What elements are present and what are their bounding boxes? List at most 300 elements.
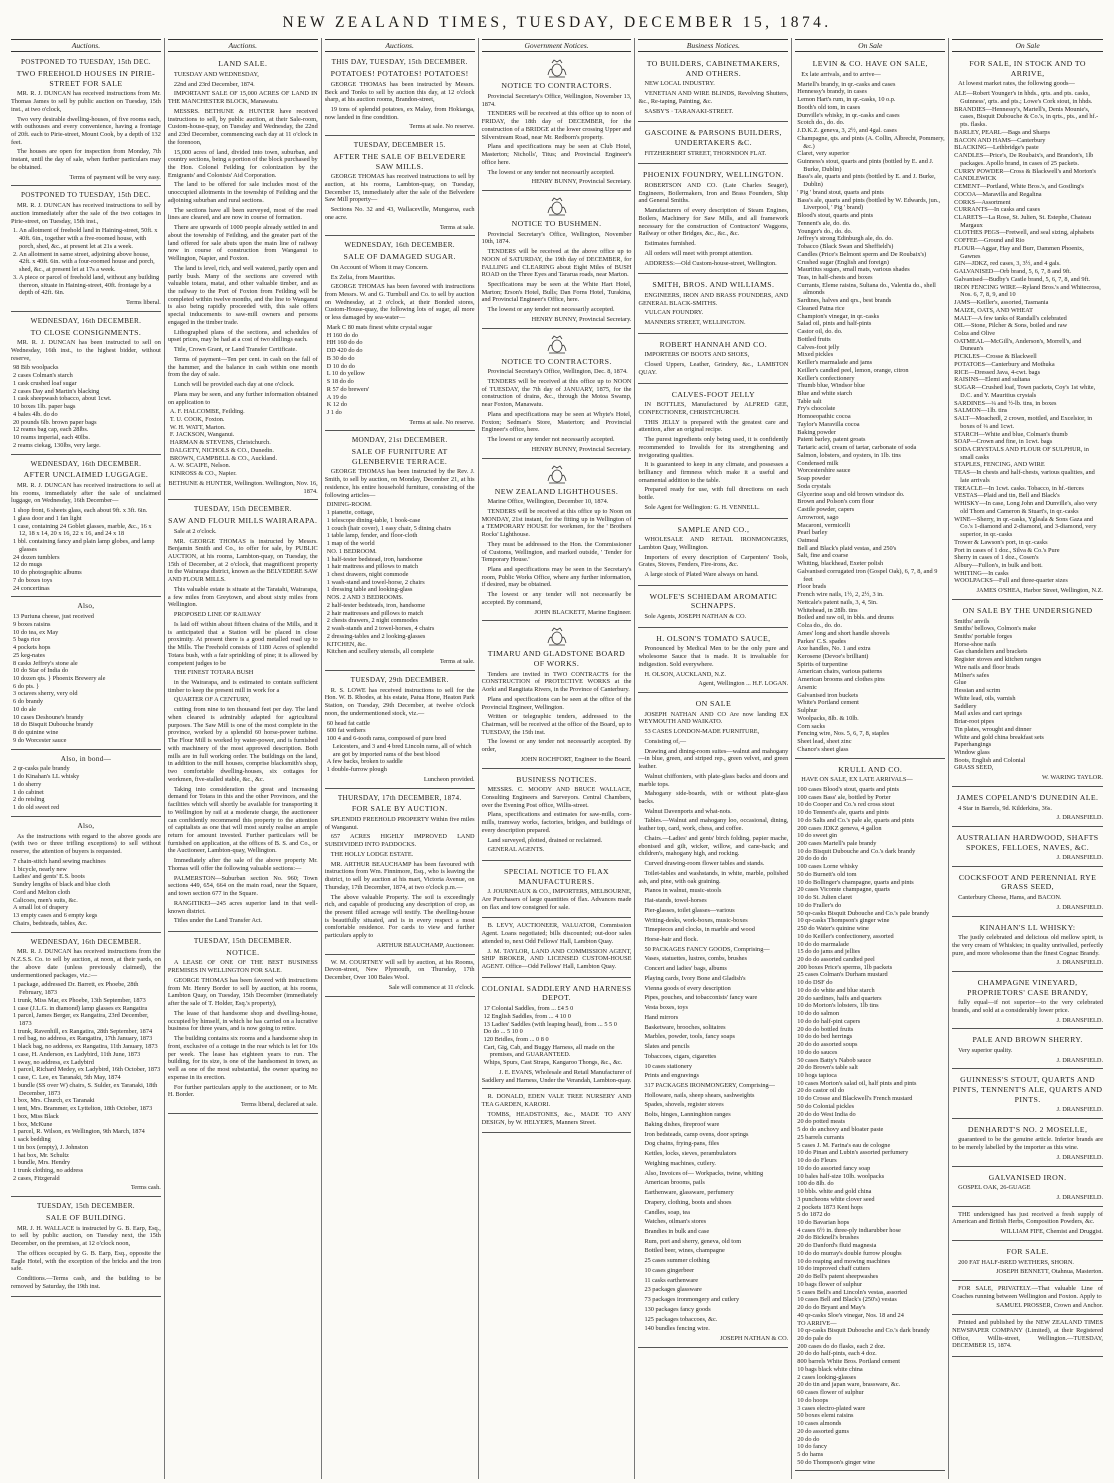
advertisement: [325, 138, 475, 236]
ad-paragraph: MESSRS. C. MOODY AND BRUCE WALLACE, Consulting Engineers and Surveyors. Central Chambers, over the Evening Post office, Willis-street.: [481, 786, 632, 809]
ad-list-item: 1 case, C. Lee, ex Taranaki, 5th May, 1874: [13, 1074, 121, 1082]
ad-list-item: SOAP—Crown and fine, in 1cwt. bags: [954, 438, 1053, 446]
ad-list-item: 20 do do bottled fruits: [797, 1025, 854, 1033]
ad-list-item: SUGAR—Crushed loaf, Town packets, Coy's 1st white, D.C. and Y. Mauritius crystals: [954, 384, 1096, 399]
ad-list-item: Whitehead, in 28lb. tins: [797, 606, 858, 614]
ad-list-item: 10 do Crosse and Blackwell's French mustard: [797, 1095, 913, 1103]
ad-paragraph: PALMERSTON—Suburban section No. 960; Town sections 449, 654, 664 on the main road, near the Square, and town section 677 in the Square.: [167, 874, 318, 898]
ad-date: Also, in bond—: [60, 754, 112, 763]
ad-list-item: ALE—Robert Younger's in hhds., qrts. and pts. casks, Guinness', qrts. and pts.; Lowe's Cork stout, in hhds.: [954, 90, 1093, 105]
ad-list-item: 1 pianette, cottage,: [326, 509, 375, 517]
ad-list-item: GALVANISED—Orb brand, 5, 6, 7, 8 and 9ft.: [954, 268, 1072, 276]
ad-signature: Terms liberal.: [125, 299, 161, 307]
ad-list-item: 1 glass door and 1 fan light: [13, 514, 82, 522]
ad-list-item: Smiths' anvils: [954, 617, 990, 625]
ad-title: TO CLOSE CONSIGNMENTS.: [30, 327, 142, 337]
ad-paragraph: JOSEPH NATHAN AND CO Are now landing EX WEYMOUTH AND WAIKATO.: [638, 710, 789, 726]
ad-paragraph: Watches, oilman's stores: [644, 1218, 707, 1226]
ad-list-item: BACON AND HAMS—Canterbury: [954, 136, 1046, 144]
ad-paragraph: As the instructions with regard to the above goods are (with two or three trifling exceptions) to sell without reserve, the attention of buyers is requested.: [11, 832, 161, 856]
ad-list-item: 2 cases Colman's starch: [13, 372, 73, 380]
ad-title: ON SALE: [695, 699, 732, 709]
ad-signature: Terms liberal, declared at sale.: [240, 1100, 318, 1108]
ad-paragraph: ROBERTSON AND CO. (Late Charles Seager), Engineers, Boilermakers, Iron and Brass Founders, Ship and General Smiths.: [638, 181, 789, 205]
ad-list-item: Do do ... 5 10 0: [483, 1028, 523, 1036]
ad-list-item: 50 boxes elemi raisins: [797, 1412, 854, 1420]
ad-list-item: 1 red bag, no address, ex Rangatira, 17th January, 1873: [13, 1035, 153, 1043]
section-heading: On Sale: [795, 39, 945, 52]
ad-list-item: A small lot of drapery: [13, 904, 69, 912]
advertisement: [11, 752, 161, 817]
ad-paragraph: Pronounced by Medical Men to be the only pure and wholesome Sauce that is made. It is invaluable for indigestion. Sold everywhere.: [638, 645, 789, 668]
ad-list-item: 1 trunk, Miss Mar, ex Phoebe, 13th September, 1873: [13, 996, 146, 1004]
ad-paragraph: TENDERS will be received at the above office up to NOON of SATURDAY, the 19th day of DECEMBER, for FALLING and CLEARING about Eight Miles of BUSH ROAD on the Three Eyes and Tararua roads, near Marton.: [481, 248, 632, 279]
ad-list-item: CURRY POWDER—Cross & Blackwell's and Morton's: [954, 167, 1096, 175]
ad-list-item: 50 do Thompson's ginger wine: [797, 1458, 875, 1466]
ad-paragraph: The land is level, rich, and well watered, partly open and partly bush. Many of the sections are covered with valuable totara, matai, and other valuable timber, and as the railway to the Port of Foxton from Feilding will be completed within twelve months, and the line to Wanganui is also being rapidly proceeded with, this sale offers special inducements to saw-mill owners and persons engaged in the timber trade.: [167, 264, 318, 326]
ad-paragraph: 73 packages ironmongery and cutlery: [644, 1296, 740, 1304]
ad-paragraph: Earthenware, glassware, perfumery: [644, 1189, 734, 1197]
ad-paragraph: MR. R. J. DUNCAN has received instructions from the N.Z.S.S. Co. to sell by auction, at noon, at their yards, on the above date (unless previously claimed), the undermentioned packages, viz.:—: [11, 948, 161, 979]
ad-signature: J. DRANSFIELD.: [1056, 1194, 1104, 1201]
advertisement: [325, 55, 475, 136]
ad-list-item: TO ARRIVE—: [797, 1319, 837, 1327]
advertisement: [638, 386, 788, 519]
ad-paragraph: Sole Agent for Wellington: G. H. VENNELL.: [644, 503, 760, 511]
ad-list-item: Blood's stout, quarts and pints: [797, 212, 874, 220]
ad-paragraph: 10 cases stationery: [644, 1062, 692, 1070]
ad-signature: J. DRANSFIELD.: [1056, 1106, 1104, 1114]
ad-title: SAMPLE AND CO.,: [677, 524, 750, 534]
ad-list-item: 1 black bag, no address, ex Rangatira, 11th January, 1873: [13, 1043, 158, 1051]
ad-list-item: Boiled and raw oil, in bbls. and drums: [797, 614, 894, 622]
ad-list-item: 1 couch (hair cover), 1 easy chair, 5 dining chairs: [326, 524, 452, 532]
ad-signature: Terms at sale. No reserve.: [409, 123, 475, 131]
ad-list-item: 5 cases Bell's and Lincoln's vestas, assorted: [797, 1288, 908, 1296]
ad-title: KINAHAN'S LL WHISKY:: [979, 922, 1076, 932]
ad-paragraph: B. LEVY, AUCTIONEER, VALUATOR, Commission Agent. Loans negotiated; bills discounted; out-door sales attended to, next Odd Fellows' Hall, Lambton Quay.: [481, 922, 632, 945]
ad-paragraph: Dog chains, frying-pans, files: [644, 1140, 720, 1148]
ad-list-item: 2. An allotment in same street, adjoining above house, 42ft. x 40ft. 6in. with a four-roomed house and porch, shed, &c., at present let at 17s a week.: [13, 250, 155, 274]
ad-list-item: 10 do fancy: [797, 1443, 828, 1451]
ad-list-item: PICKLES—Crosse & Blackwell: [954, 353, 1037, 361]
ad-list-item: 10 cases Morton's salad oil, half pints and pints: [797, 1079, 917, 1087]
ad-list-item: 2 reams ciekag, 130lbs, very large.: [13, 441, 101, 449]
ad-list-item: Arsenic: [797, 683, 817, 691]
ad-list-item: White lead, oils, varnish: [954, 694, 1016, 702]
ad-signature: Agent, Wellington ... H.F. LOGAN.: [698, 680, 789, 688]
ad-list-item: A. F. HALCOMBE, Feilding.: [169, 408, 245, 416]
ad-list-item: Booth's old tom, in cases: [797, 103, 861, 111]
ad-title: CHAMPAGNE VINEYARD, PROPRIETORS' CASE BRANDY,: [967, 978, 1089, 997]
advertisement: [952, 919, 1103, 973]
ad-paragraph: Plans and specifications can be seen at the office of the Provincial Engineer, Wellington.: [481, 695, 632, 711]
ad-list-item: 200 cases JDKZ geneva, 4 gallon: [797, 824, 882, 832]
newspaper-page: [8, 38, 1106, 1479]
ad-list-item: SALMON—1lb. tins: [954, 407, 1008, 415]
ad-list-item: 1 parcel, R. Wilson, ex Wellington, 9th March, 1874: [13, 1128, 145, 1136]
ad-list-item: 20 do assorted gums: [797, 1427, 849, 1435]
ad-paragraph: TOMBS, HEADSTONES, &c., MADE TO ANY DESIGN, by W. HELYER'S, Manners Street.: [481, 1110, 632, 1126]
ad-paragraph: The lowest or any tender not necessarily accepted.: [487, 168, 615, 176]
ad-title: H. OLSON'S TOMATO SAUCE,: [656, 633, 771, 643]
ad-paragraph: Tobaccoes, cigars, cigarettes: [644, 1052, 717, 1060]
ad-list-item: 1 case (J.L.G. in diamond) lamp glasses ex Rangatira: [13, 1004, 148, 1012]
ad-list-item: Pearl barley: [797, 529, 828, 537]
ad-list-item: 10 do Morton's lobsters, 1lb tins: [797, 1002, 879, 1010]
ad-list-item: Fry's chocolate: [797, 405, 836, 413]
ad-list-item: 20 do Bicknell's brushes: [797, 1234, 859, 1242]
ad-paragraph: For further particulars apply to the auctioneer, or to Mr. H. Border.: [167, 1083, 318, 1099]
ad-list-item: A few backs, broken to saddle: [326, 758, 403, 766]
ad-list-item: WOOLPACKS—Full and three-quarter sizes: [954, 577, 1068, 585]
advertisement: [325, 433, 475, 670]
ad-paragraph: THE HOLLY LODGE ESTATE.: [330, 850, 414, 858]
ad-list-item: 1 box, Miss Black: [13, 1112, 59, 1120]
ad-list-item: 100 4 and 6-tooth rams, composed of pure bred Leicesters, and 3 and 4 bred Lincoln rams, all of which are got by imported rams of the best blood: [326, 735, 472, 758]
ad-paragraph: Conditions.—Terms cash, and the building to be removed by Saturday, the 19th inst.: [11, 1275, 161, 1290]
ad-list-item: Galvanised iron buckets: [797, 691, 859, 699]
ad-list-item: 60 cases flower of sulphur: [797, 1389, 864, 1397]
ad-list-item: Milner's safes: [954, 671, 990, 679]
advertisement: [952, 974, 1103, 1029]
ad-list-item: 10 do Bavarian hops: [797, 1218, 850, 1226]
ad-date: TUESDAY, 15th DECEMBER.: [36, 1202, 135, 1211]
ad-list-item: Port in cases of 1 doz., Silva & Co.'s Pure: [954, 546, 1060, 554]
ad-paragraph: 53 CASES LONDON-MADE FURNITURE,: [644, 728, 760, 736]
ad-list-item: 1 case, H. Anderson, ex Ladybird, 11th June, 1873: [13, 1050, 141, 1058]
ad-list-item: 20 do do half-pints, each 4 doz.: [797, 1350, 877, 1358]
ad-paragraph: Walnut Davenports and what-nots.: [644, 807, 732, 815]
ad-list-item: Kitchen and scullery utensils, all complete: [326, 648, 434, 656]
ad-list-item: 20 do do do: [797, 855, 828, 863]
ad-paragraph: 200 FAT HALF-BRED WETHERS, SHORN.: [958, 1258, 1074, 1266]
ad-date: TUESDAY, 15th DECEMBER.: [193, 937, 292, 946]
ad-list-item: Keiller's marmalade and jams: [797, 359, 873, 367]
ad-signature: JOHN ROCHFORT, Engineer to the Board.: [520, 755, 632, 763]
ad-list-item: Tobacco (Black Swan and Sheffield's): [797, 243, 894, 251]
ad-list-item: 1 trunk, Ravenhill, ex Rangatira, 28th September, 1874: [13, 1027, 153, 1035]
ad-paragraph: fully equal—if not superior—to the very celebrated brands, and sold at a considerably lower price.: [952, 999, 1104, 1014]
masthead: [0, 0, 1114, 36]
ad-list-item: 3 cases electro-plated ware: [797, 1404, 866, 1412]
ad-title: AFTER THE SALE OF BELVEDERE SAW MILLS.: [333, 152, 466, 171]
ad-list-item: 10 do do white and blue starch: [797, 986, 875, 994]
ad-list-item: Bass's ale, quarts and pints (bottled by E. and J. Burke, Dublin): [797, 173, 936, 189]
ad-list-item: 10 cases almonds: [797, 1420, 842, 1428]
ad-title: GUINNESS'S STOUT, QUARTS AND PINTS, TENNENT'S ALE, QUARTS AND PINTS.: [952, 1075, 1103, 1104]
royal-crest-icon: [482, 197, 632, 217]
ad-list-item: 10 bags flower of sulphur: [797, 1280, 863, 1288]
ad-list-item: Glycerine soap and old brown windsor do.: [797, 490, 905, 498]
ad-list-item: 10 do do half-pint capers: [797, 1017, 861, 1025]
ad-title: SALE OF DAMAGED SUGAR.: [343, 252, 456, 262]
ad-paragraph: TENDERS will be received at this office up to NOON of TUESDAY, the 7th day of JANUARY, 1875, for the construction of drains, &c., through the Motoa Swamp, near Foxton, Manawatu.: [481, 377, 632, 409]
column-7: [949, 38, 1106, 1479]
ad-signature: J. DRANSFIELD.: [1056, 1016, 1104, 1024]
ad-list-item: Baking powder: [797, 428, 836, 436]
section-heading: Business Notices.: [638, 39, 788, 52]
advertisement: [482, 863, 632, 918]
ad-list-item: 1 cask sheepwash tobacco, about 1cwt.: [13, 395, 112, 403]
column-6: [792, 38, 949, 1479]
ad-list-item: 1 tin box (empty), J. Johnston: [13, 1143, 89, 1151]
advertisement: [482, 980, 632, 1090]
ad-title: FOR SALE, IN STOCK AND TO ARRIVE,: [969, 59, 1086, 78]
ad-list-item: Horse-shoe nails: [954, 640, 997, 648]
ad-list-item: GRASS SEED,: [954, 764, 994, 772]
ad-paragraph: IN BOTTLES, Manufactured by ALFRED GEE, CONFECTIONER, CHRISTCHURCH.: [638, 401, 789, 416]
ad-paragraph: The building contains six rooms and a handsome shop in front, exclusive of a cottage in the rear which is let for 10s per week. The lease has eighteen years to run. The building, for its size, is one of the handsomest in town, as well as one of the most substantial, the owner sparing no expense in its erection.: [167, 1035, 318, 1081]
ad-list-item: 1 box, McKune: [13, 1120, 53, 1128]
ad-list-item: WINE—Sherry, in qr.-casks, Ygleala & Sons Gaza and Co.'s 1-diamond and 2-diamond, and 3-diamond, very superior, in qr.-casks: [954, 515, 1097, 539]
ad-list-item: Scotch do., do. do.: [797, 119, 845, 127]
ad-paragraph: IMPORTANT SALE OF 15,000 ACRES OF LAND IN THE MANCHESTER BLOCK, Manawatu.: [167, 90, 318, 106]
ad-list-item: 5 bags rice: [13, 636, 41, 644]
ad-list-item: ' Pig ' brand stout, quarts and pints: [797, 188, 884, 196]
ad-title: LEVIN & CO. HAVE ON SALE,: [812, 59, 928, 69]
ad-paragraph: ENGINEERS, IRON AND BRASS FOUNDERS, AND GENERAL BLACK-SMITHS.: [638, 291, 789, 307]
advertisement: [11, 935, 161, 1198]
ad-paragraph: Sale at 2 o'clock.: [173, 527, 217, 535]
ad-list-item: 1 sack bedding: [13, 1136, 51, 1144]
ad-list-item: Soda crystals: [797, 482, 831, 490]
ad-signature: J. DRANSFIELD.: [1056, 1153, 1104, 1161]
ad-paragraph: Pianos in walnut, music-stools: [644, 887, 722, 895]
advertisement: [482, 1091, 632, 1133]
ad-list-item: 13 empty cases and 6 empty kegs: [13, 912, 98, 920]
advertisement: [952, 1121, 1103, 1167]
ad-signature: Terms of payment will be very easy.: [69, 173, 161, 181]
ad-list-item: 20 do potted meats: [797, 1118, 846, 1126]
ad-list-item: KITCHEN, &c.: [326, 640, 367, 648]
ad-list-item: R 57 do brewers': [326, 385, 370, 393]
ad-list-item: Homoeopathic cocoa: [797, 413, 851, 421]
ad-list-item: DD 420 do do: [326, 347, 363, 355]
ad-paragraph: GEORGE THOMAS has been favored with instructions from Mr. Henry Border to sell by auction, at his rooms, Lambton Quay, on Tuesday, 15th December (immediately after the sale of T. Holder, Esq.'s property),: [167, 976, 318, 1008]
ad-list-item: 1 trunk clothing, no address: [13, 1166, 84, 1174]
ad-title: NOTICE TO CONTRACTORS.: [501, 356, 612, 366]
ad-list-item: Smiths' portable forges: [954, 633, 1013, 640]
advertisement: [482, 920, 632, 977]
ad-list-item: 10 do St. Julien claret: [797, 894, 853, 902]
ad-date: THURSDAY, 17th DECEMBER, 1874.: [337, 793, 462, 802]
ad-title: TWO FREEHOLD HOUSES IN PIRIE-STREET FOR SALE: [16, 69, 156, 88]
ad-paragraph: in the Wairarapa, and is estimated to contain sufficient timber to keep the present mill in work for a: [167, 679, 318, 694]
ad-list-item: 10 bbls. white and gold china: [797, 1188, 872, 1196]
ad-list-item: American brooms and clothes pins: [797, 676, 885, 684]
ad-list-item: 100 do 8lb. do: [797, 1180, 834, 1188]
royal-crest-icon: [545, 465, 569, 485]
ad-paragraph: PROPOSED LINE OF RAILWAY: [173, 611, 262, 619]
royal-crest-icon: [482, 335, 632, 355]
ad-list-item: KINROSS & CO., Napier.: [169, 470, 237, 478]
ad-paragraph: Prints and engravings: [644, 1072, 700, 1080]
ad-list-item: 3 octaves sherry, very old: [13, 690, 78, 698]
ad-paragraph: Provincial Secretary's Office, Wellington, Dec. 8, 1874.: [487, 368, 628, 376]
ad-list-item: 2 cases looking-glasses: [797, 1373, 857, 1381]
ad-list-item: Whips, Spurs, Cast Straps, Kangaroo Thongs, &c., &c.: [483, 1059, 623, 1067]
ad-list-item: Salt, fine and coarse: [797, 552, 849, 560]
ad-list-item: 20 do do assorted candied peel: [797, 956, 875, 963]
ad-date: TUESDAY, DECEMBER 15.: [353, 141, 446, 150]
ad-paragraph: GEORGE THOMAS has been favored with instructions from Messrs. W. and G. Turnbull and Co. to sell by auction on Wednesday, at 2 o'clock, at their Bonded stores, Custom-House-quay, the following lots of sugar, all more or less damaged by sea-water—: [324, 283, 475, 322]
ad-list-item: 17 Colonial Saddles, from ... £4 5 0: [483, 1005, 574, 1013]
ad-signature: W. WARING TAYLOR.: [1041, 774, 1104, 782]
ad-paragraph: GOSPEL OAK, 26-GUAGE: [958, 1184, 1031, 1192]
ad-list-item: Hessian and scrim: [954, 687, 1001, 695]
ad-list-item: CLARETS—La Rose, St. Julien, St. Estephe, Chateau Margaux: [954, 213, 1092, 229]
advertisement: [638, 695, 788, 1348]
ad-list-item: 10 qr-casks Bisquit Dubouche and Co.'s dark brandy: [797, 1327, 930, 1335]
ad-paragraph: 125 packages tobaccoes, &c.: [644, 1315, 718, 1323]
ad-list-item: Ames' long and short handle shovels: [797, 629, 890, 637]
ad-paragraph: cutting from nine to ten thousand feet per day. The land when cleared is admirably adapted for agricultural purposes. The Saw Mill is one of the most complete in the province, worked by a splendid 60 horse-power turbine. The Flour Mill is worked by water-power, and is furnished with machinery of the most approved description. Both mills are in full working order. The buildings on the land, in addition to the mill houses, comprise blacksmith's shop, two comfortable dwelling-houses, six cottages for workmen, five-stalled stable, &c., &c.: [167, 706, 318, 783]
ad-paragraph: Slates and pencils: [644, 1043, 690, 1051]
ad-paragraph: J. JOURNEAUX & CO., IMPORTERS, MELBOURNE, Are Purchasers of large quantities of flax. Advances made on flax and tow consigned for sale.: [481, 888, 632, 911]
ad-paragraph: TENDERS will be received at this office up to Noon on MONDAY, 21st instant, for the fitting up in Wellington of a TEMPORARY HOUSE for workmen, for the ' Brothers Rocks' Lighthouse.: [481, 507, 632, 539]
ad-list-item: 10 cases Deshoune's brandy: [13, 713, 84, 721]
column-1: [8, 38, 165, 1479]
ad-date: THIS DAY, TUESDAY, 15th DECEMBER.: [331, 58, 468, 67]
ad-signature: Luncheon provided.: [423, 775, 475, 783]
ad-list-item: Bass's ale, quarts and pints (bottled by W. Edwards, jun., Liverpool, ' Pig ' brand): [797, 196, 941, 212]
ad-list-item: Kerosene (Devoe's brilliant): [797, 652, 869, 660]
advertisement: [168, 502, 318, 932]
ad-paragraph: This valuable estate is situate at the Taratahi, Wairarapa, a few miles from Greytown, and about sixty miles from Wellington.: [167, 585, 318, 609]
ad-list-item: 20 do tin and japan ware, brassware, &c.: [797, 1381, 901, 1389]
ad-list-item: Sardines, halves and qrs., best brands: [797, 297, 892, 305]
ad-list-item: Tennent's ale, do. do.: [797, 219, 851, 227]
ad-paragraph: THE undersigned has just received a fresh supply of American and British Herbs, Composition Powders, &c.: [952, 1210, 1104, 1226]
advertisement: [952, 869, 1103, 917]
ad-list-item: 1 hair mattress and pillows to match: [326, 563, 419, 571]
ad-list-item: Candles (Price's Belmont sperm and De Roubaix's): [797, 250, 927, 258]
ad-list-item: 1 parcel, Richard Medey, ex Ladybird, 16th October, 1873: [13, 1066, 161, 1074]
ad-list-item: 10 do sweet gin: [797, 832, 837, 840]
ad-list-item: CURRANTS—In casks and cases: [954, 206, 1041, 214]
ad-paragraph: The above valuable Property. The soil is exceedingly rich, and capable of producing any description of crop, as the present filled acreage will testify. The dwelling-house is beautifully situated, and is in every respect a most comfortable residence. For cards to view and further particulars apply to: [324, 893, 475, 940]
ad-title: FOR SALE BY AUCTION.: [351, 804, 448, 814]
ad-paragraph: MR. R. J. DUNCAN has received instructions to sell at his rooms, immediately after the sale of unclaimed luggage, on Wednesday, 16th December—: [11, 481, 161, 505]
ad-list-item: 10 dozen qts. } Phoenix Brewery ale: [13, 675, 106, 682]
ad-list-item: 10 do do murray's double furrow ploughs: [797, 1249, 902, 1257]
ad-list-item: 10 boxes 1lb. paper bags: [13, 403, 76, 411]
ad-list-item: Cleaned Patna rice: [797, 304, 845, 312]
ad-paragraph: Concert and ladies' bags, albums: [644, 965, 727, 973]
ad-date: Also,: [77, 821, 95, 830]
advertisement: [638, 521, 788, 586]
ad-signature: J. DRANSFIELD.: [1056, 959, 1104, 967]
ad-list-item: Hennessy's brandy, in cases: [797, 88, 867, 96]
section-heading: Auctions.: [11, 39, 161, 52]
ad-title: DENHARDT'S NO. 2 MOSELLE,: [967, 1124, 1088, 1134]
ad-list-item: Condensed milk: [797, 459, 839, 467]
ad-paragraph: R. S. LOWE has received instructions to sell for the Hon. W. B. Rhodes, at his estate, Paiua Hone, Heaton Park Station, on Tuesday, 29th December, at twelve o'clock noon, the undermentioned stock, viz.—: [324, 686, 475, 717]
advertisement: [638, 166, 788, 274]
ad-list-item: 10 do Bollinger's champagne, quarts and pints: [797, 878, 914, 886]
ad-list-item: Colza do., do. do.: [797, 622, 842, 630]
ad-list-item: 10 do Bisquit Dubouche and Co.'s dark brandy: [797, 847, 916, 855]
ad-list-item: Sulphur: [797, 707, 818, 715]
ad-list-item: 250 do Water's quinine wine: [797, 925, 869, 933]
ad-list-item: STARCH—White and blue, Colman's thumb: [954, 430, 1068, 438]
ad-list-item: 10 do reaping and mowing machines: [797, 1257, 891, 1265]
ad-paragraph: MESSRS. BETHUNE & HUNTER have received instructions to sell, by public auction, at their Sale-room, Custom-house-quay, on Tuesday and Wednesday, the 22nd and 23rd December, commencing each day at 11 o'clock in the forenoon,: [167, 107, 318, 146]
ad-date: POSTPONED TO TUESDAY, 15th DEC.: [20, 58, 151, 67]
ad-title: LAND SALE.: [218, 59, 268, 69]
ad-paragraph: The lowest or any tender not necessarily accepted. By order,: [481, 738, 632, 754]
ad-paragraph: Curved drawing-room flower tables and stands.: [644, 860, 765, 868]
ad-list-item: Bottled fruits: [797, 335, 831, 343]
ad-paragraph: MR. R. J. DUNCAN has received instructions to sell by auction immediately after the sale of the two cottages in Pirie-street, on Tuesday, 15th inst.,: [11, 202, 161, 225]
ad-list-item: 10 do Fraller's do: [797, 901, 842, 909]
ad-paragraph: Horse-hair and flock.: [644, 935, 699, 943]
ad-list-item: J 1 do: [326, 408, 342, 416]
ad-date: MONDAY, 21st DECEMBER.: [351, 436, 448, 445]
ad-list-item: 10 do Tennent's ale, quarts and pints: [797, 809, 889, 817]
ad-list-item: Dunville's whisky, in qr.-casks and cases: [797, 111, 900, 119]
ad-list-item: Calicoes, men's suits, &c.: [13, 896, 78, 904]
ad-list-item: 9 do Worcester sauce: [13, 736, 67, 744]
ad-paragraph: It is guaranteed to keep in any climate, and possesses a brilliancy and firmness which make it a useful and ornamental addition to the table.: [638, 461, 789, 484]
ad-list-item: Smiths' bellows, Colmon's make: [954, 625, 1037, 633]
ad-list-item: 1 double-furrow plough: [326, 766, 387, 774]
ad-paragraph: Lithographed plans of the sections, and schedules of upset prices, may be had at a cost of two shillings each.: [167, 328, 318, 344]
ad-paragraph: RANGITIKEI—245 acres superior land in that well-known district.: [167, 899, 318, 915]
ad-list-item: 10 do Salts and Co.'s pale ale, quarts and pints: [797, 816, 915, 824]
ad-paragraph: Importers of every description of Carpenters' Tools, Grates, Stoves, Fenders, Fire-irons, &c.: [638, 553, 789, 569]
ad-list-item: BROWN, CAMPBELL & CO., Auckland.: [169, 454, 278, 462]
ad-list-item: 1 bundle, Mrs. Hendry: [13, 1159, 71, 1167]
ad-list-item: L 10 do yellow: [326, 370, 365, 378]
ad-list-item: 10 do Pinan and Lubin's assorted perfumery: [797, 1149, 909, 1157]
advertisement: [325, 673, 475, 789]
ad-paragraph: Very superior quality.: [958, 1046, 1013, 1054]
ad-list-item: 25 barrels currants: [797, 1133, 845, 1141]
ad-paragraph: Specifications may be seen at the White Hart Hotel, Marton; Erson's Hotel, Bulls; Dan Forns Hotel, Turakina, and Provincial Engineer's Office, here.: [481, 280, 632, 304]
masthead-title: NEW ZEALAND TIMES, TUESDAY, DECEMBER 15, 1874.: [282, 14, 832, 31]
ad-title: BUSINESS NOTICES.: [516, 774, 597, 784]
ad-title: PHOENIX FOUNDRY, WELLINGTON.: [643, 170, 784, 180]
ad-list-item: DALGETY, NICHOLS & CO., Dunedin.: [169, 446, 274, 454]
ad-list-item: Mauritius sugars, small mats, various shades: [797, 266, 910, 274]
ad-list-item: 20 do Danford's fluid magnesia: [797, 1242, 877, 1250]
ad-paragraph: Estimates furnished.: [644, 240, 696, 248]
ad-paragraph: GEORGE THOMAS has received instructions to sell by auction, at his rooms, Lambton-quay, on Tuesday, December 15, immediately after the sale of the Belvedere Saw Mill property—: [324, 173, 475, 204]
ad-paragraph: MR. R. J. DUNCAN has received instructions from Mr. Thomas James to sell by public auction on Tuesday, 15th inst., at two o'clock,: [11, 90, 161, 113]
ad-list-item: Castor oil, do. do.: [797, 328, 843, 336]
ad-list-item: 10 do do assorted fancy soap: [797, 1164, 871, 1172]
advertisement: [482, 193, 632, 329]
ad-list-item: JAMS—Keiller's, assorted, Tasmania: [954, 299, 1049, 307]
ad-list-item: Patent barley, patent groats: [797, 436, 866, 444]
ad-list-item: 10 do Cooper and Co.'s red cross stout: [797, 801, 895, 809]
ad-list-item: 2 hair mattresses and pillows to match: [326, 609, 424, 617]
column-2: [165, 38, 322, 1479]
ad-paragraph: Toilet-tables and washstands, in white, marble, polished ash, and pine, with oak graining.: [638, 869, 789, 885]
ad-paragraph: The sections have all been surveyed, most of the road lines are cleared, and are now in course of formation.: [167, 206, 318, 222]
ad-list-item: 50 do Colonial pickles: [797, 1102, 855, 1110]
ad-paragraph: Marine Office, Wellington, December 10, 1874.: [487, 498, 609, 506]
ad-signature: SAMUEL PROSSER, Crown and Anchor.: [996, 1302, 1104, 1310]
ad-list-item: 50 do Burnett's old tom: [797, 870, 857, 878]
ad-paragraph: Vases, statuettes, lustres, combs, brushes: [644, 955, 747, 963]
ad-title: SAW AND FLOUR MILLS WAIRARAPA.: [168, 516, 318, 526]
ad-signature: J. DRANSFIELD.: [1056, 1056, 1104, 1064]
ad-list-item: 1 hat box, Mr. Schultz: [13, 1151, 69, 1159]
ad-list-item: 1 bicycle, nearly new: [13, 865, 67, 873]
